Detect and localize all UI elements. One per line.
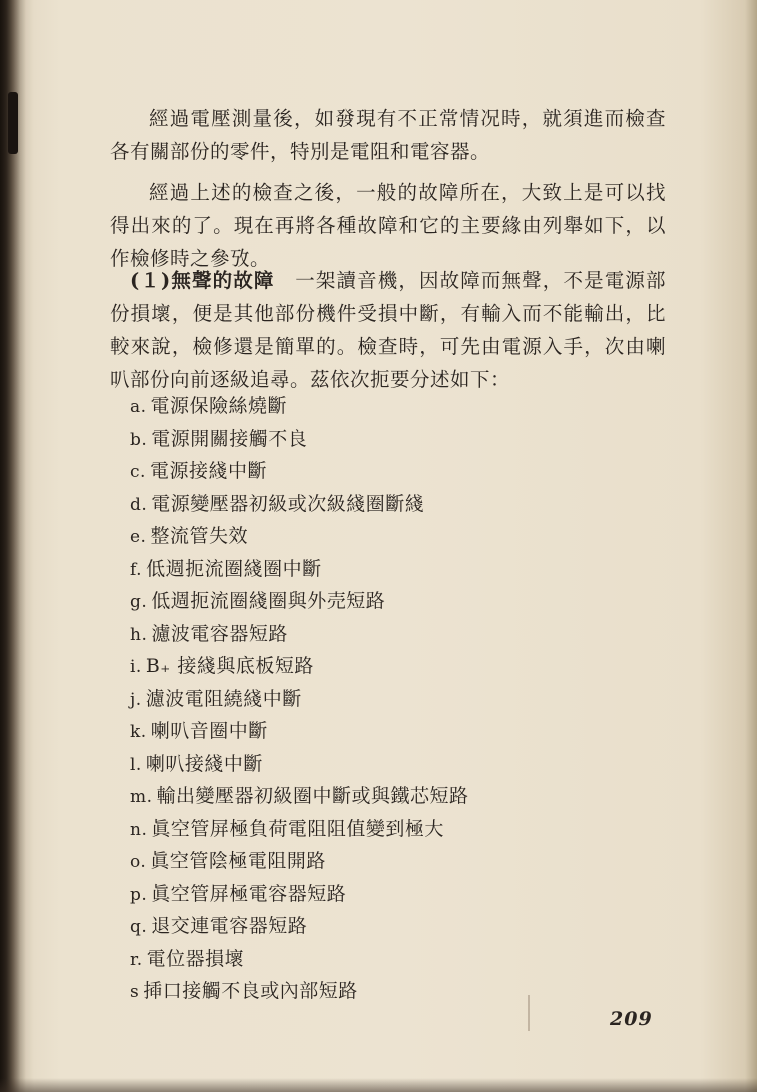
list-item-text: 電位器損壞 [146, 947, 245, 970]
fault-list [130, 390, 469, 1008]
list-item-marker: j. [130, 689, 142, 710]
list-item [130, 845, 469, 878]
list-item-text: 低週扼流圈綫圈與外売短路 [151, 590, 386, 612]
list-item-marker: h. [130, 624, 148, 645]
list-item-marker: a. [130, 397, 147, 417]
paper-crease [528, 995, 530, 1031]
list-item-text: 濾波電阻繞綫中斷 [145, 687, 302, 710]
list-item-marker: b. [130, 429, 148, 450]
list-item [130, 878, 469, 911]
list-item-marker: r. [130, 949, 143, 970]
list-item-marker: q. [130, 917, 148, 937]
list-item [130, 455, 469, 488]
list-item [130, 813, 469, 846]
list-item-text: 低週扼流圈綫圈中斷 [146, 557, 322, 580]
list-item-text: 濾波電容器短路 [151, 622, 288, 645]
list-item-text: 喇叭接綫中斷 [145, 752, 263, 775]
list-item-text: 電源開關接觸不良 [151, 427, 308, 450]
page-bottom-edge [0, 1078, 757, 1092]
list-item [130, 423, 469, 456]
list-item-marker: m. [130, 787, 153, 807]
list-item-text: 電源變壓器初級或次級綫圈斷綫 [151, 492, 425, 515]
list-item [130, 618, 469, 651]
list-item [130, 715, 469, 748]
list-item [130, 390, 469, 423]
list-item-marker: i. [130, 657, 142, 677]
list-item-text: B₊ 接綫與底板短路 [145, 655, 314, 677]
paragraph-voltage-check: 經過電壓測量後，如發現有不正常情况時，就須進而檢查各有關部份的零件，特別是電阻和電容器。 [110, 107, 666, 163]
binding-mark [8, 92, 18, 154]
list-item-marker: f. [130, 559, 143, 580]
list-item-marker: p. [130, 884, 148, 905]
list-item [130, 553, 469, 586]
list-item-text: 退交連電容器短路 [151, 915, 308, 937]
list-item [130, 943, 469, 976]
list-item [130, 683, 469, 716]
list-item-marker: d. [130, 494, 148, 515]
list-item-marker: k. [130, 722, 147, 742]
list-item-marker: c. [130, 462, 146, 482]
list-item-marker: g. [130, 592, 148, 612]
paragraph-silent-fault [110, 264, 666, 396]
list-item-text: 電源接綫中斷 [149, 460, 267, 482]
list-item-text: 眞空管陰極電阻開路 [150, 850, 326, 872]
page-number: 209 [610, 1008, 653, 1030]
list-item-text: 輸出變壓器初級圈中斷或與鐵芯短路 [156, 785, 469, 807]
spine-shadow [0, 0, 26, 1092]
list-item-marker: l. [130, 754, 142, 775]
list-item [130, 520, 469, 553]
list-item-text: 揷口接觸不良或內部短路 [143, 980, 358, 1002]
list-item-text: 眞空管屏極負荷電阻阻值變到極大 [151, 817, 444, 840]
paragraph-fault-listing-intro: 經過上述的檢查之後，一般的故障所在，大致上是可以找得出來的了。現在再將各種故障和它的主要緣由列舉如下，以作檢修時之參攷。 [110, 181, 666, 270]
list-item-marker: e. [130, 527, 147, 547]
list-item [130, 975, 469, 1008]
section-heading: (１)無聲的故障 [130, 269, 275, 292]
list-item-marker: o. [130, 852, 147, 872]
list-item-text: 電源保險絲燒斷 [150, 395, 288, 417]
list-item [130, 780, 469, 813]
list-item [130, 585, 469, 618]
section-body: 一架讀音機，因故障而無聲，不是電源部份損壞，便是其他部份機件受損中斷，有輸入而不能輸出，比較來說，檢修還是簡單的。檢查時，可先由電源入手，次由喇叭部份向前逐級追尋。茲依次扼要分述如下： [110, 269, 666, 391]
list-item-marker: s [130, 982, 140, 1002]
list-item [130, 650, 469, 683]
list-item [130, 748, 469, 781]
list-item [130, 488, 469, 521]
list-item-text: 喇叭音圈中斷 [150, 720, 268, 742]
list-item [130, 910, 469, 943]
list-item-text: 整流管失效 [150, 525, 248, 547]
list-item-marker: n. [130, 819, 148, 840]
list-item-text: 眞空管屏極電容器短路 [151, 882, 347, 905]
